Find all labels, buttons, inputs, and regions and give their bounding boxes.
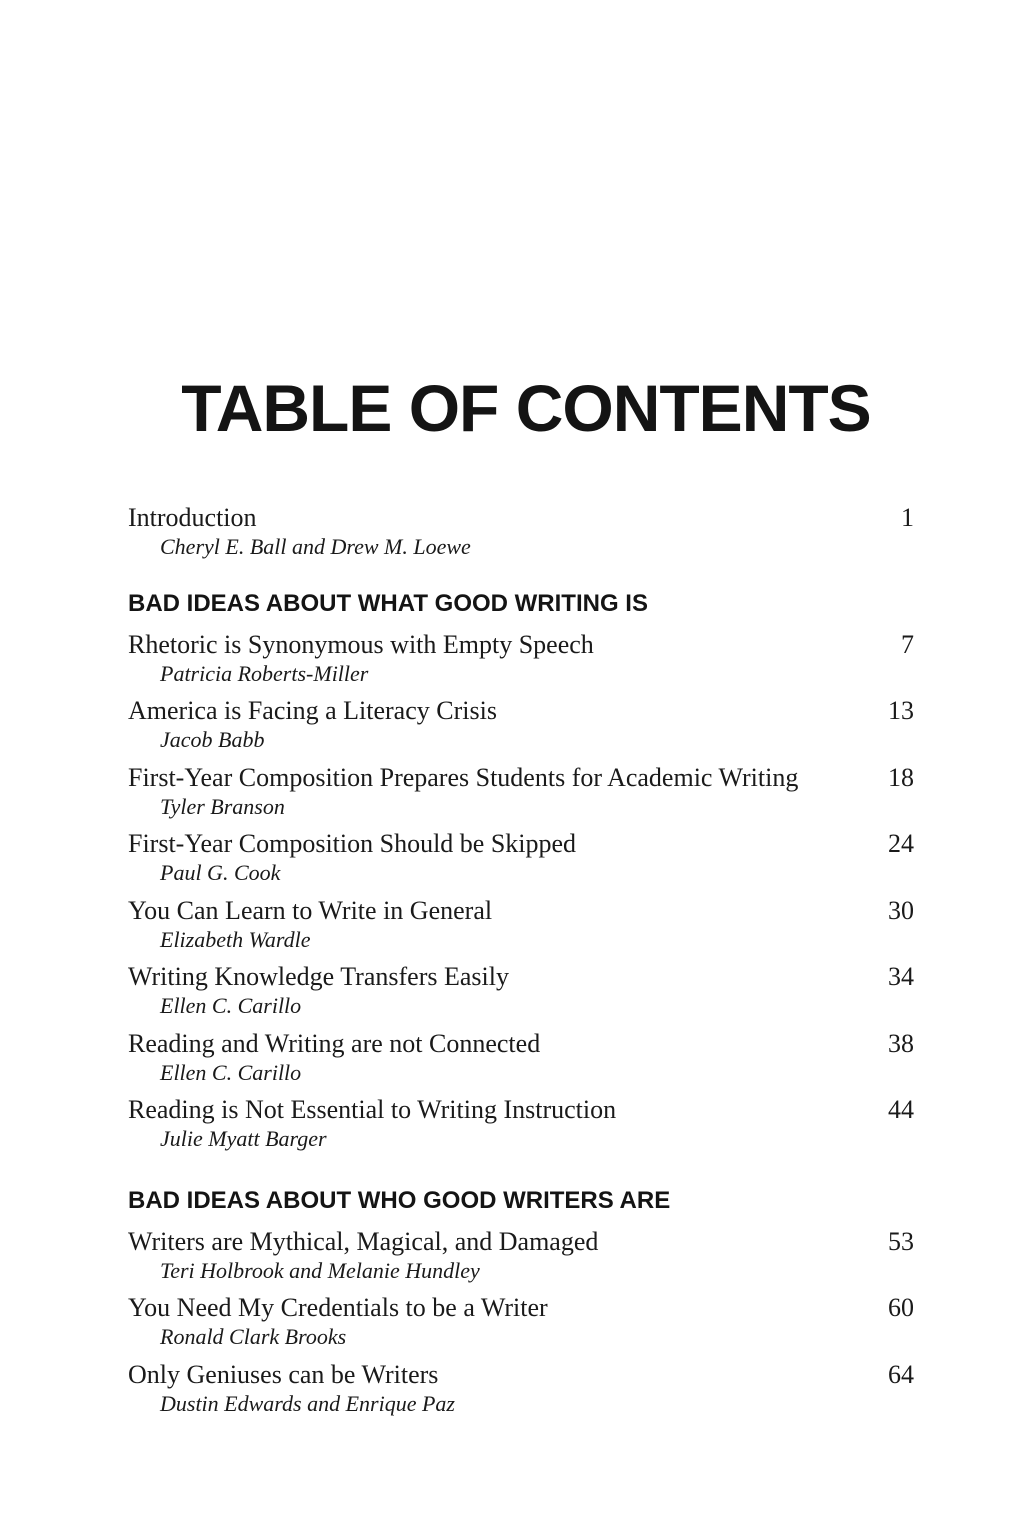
entry-page-number: 18 (888, 762, 914, 792)
toc-entry[interactable] (128, 826, 914, 893)
entry-author: Ronald Clark Brooks (160, 1324, 347, 1349)
entry-page-number: 44 (888, 1095, 914, 1124)
entry-page-number: 24 (888, 829, 914, 858)
toc-entry[interactable] (128, 1224, 914, 1291)
toc-entry[interactable] (128, 627, 914, 694)
entry-title: Reading and Writing are not Connected (128, 1028, 541, 1058)
entry-author: Paul G. Cook (160, 860, 281, 885)
entry-page-number: 13 (888, 696, 914, 725)
toc-entry[interactable] (128, 893, 914, 960)
entry-title: America is Facing a Literacy Crisis (128, 696, 497, 725)
entry-title: First-Year Composition Should be Skipped (128, 829, 577, 858)
toc-entry[interactable] (128, 1092, 914, 1159)
entry-author: Ellen C. Carillo (160, 1059, 302, 1085)
entry-title: You Need My Credentials to be a Writer (128, 1293, 548, 1322)
entry-page-number: 30 (888, 895, 914, 925)
toc-entry[interactable] (128, 959, 914, 1026)
entry-page-number: 53 (888, 1226, 914, 1256)
entry-author: Tyler Branson (160, 793, 285, 819)
entry-title: Rhetoric is Synonymous with Empty Speech (128, 629, 594, 659)
toc-entry[interactable] (128, 1290, 914, 1357)
table-of-contents (128, 500, 914, 1423)
entry-author: Teri Holbrook and Melanie Hundley (160, 1257, 480, 1283)
toc-entry[interactable] (128, 760, 914, 827)
entry-page-number: 64 (888, 1359, 914, 1389)
entry-author: Julie Myatt Barger (160, 1126, 327, 1151)
entry-author: Jacob Babb (160, 727, 265, 752)
entry-title: Writers are Mythical, Magical, and Damaged (128, 1226, 599, 1256)
entry-title: Writing Knowledge Transfers Easily (128, 962, 509, 991)
toc-entry[interactable] (128, 693, 914, 760)
entry-title: Introduction (128, 503, 257, 532)
entry-title: Reading is Not Essential to Writing Instruction (128, 1095, 617, 1124)
section-heading-good-writers: BAD IDEAS ABOUT WHO GOOD WRITERS ARE (128, 1186, 671, 1214)
entry-page-number: 34 (888, 962, 914, 991)
entry-page-number: 60 (888, 1293, 914, 1322)
toc-entry-introduction[interactable] (128, 500, 914, 567)
entry-title: Only Geniuses can be Writers (128, 1359, 439, 1389)
section-heading-good-writing: BAD IDEAS ABOUT WHAT GOOD WRITING IS (128, 589, 648, 617)
entry-page-number: 1 (901, 503, 914, 532)
entry-author: Dustin Edwards and Enrique Paz (160, 1390, 455, 1416)
page-title: TABLE OF CONTENTS (181, 371, 871, 445)
entry-author: Patricia Roberts-Miller (160, 660, 369, 686)
toc-entry[interactable] (128, 1026, 914, 1093)
entry-author: Ellen C. Carillo (160, 993, 302, 1018)
entry-author: Elizabeth Wardle (160, 926, 311, 952)
entry-title: You Can Learn to Write in General (128, 895, 493, 925)
entry-author: Cheryl E. Ball and Drew M. Loewe (160, 534, 471, 559)
entry-page-number: 38 (888, 1028, 914, 1058)
entry-page-number: 7 (901, 629, 914, 659)
toc-entry[interactable] (128, 1357, 914, 1424)
entry-title: First-Year Composition Prepares Students for Academic Writing (128, 762, 799, 792)
